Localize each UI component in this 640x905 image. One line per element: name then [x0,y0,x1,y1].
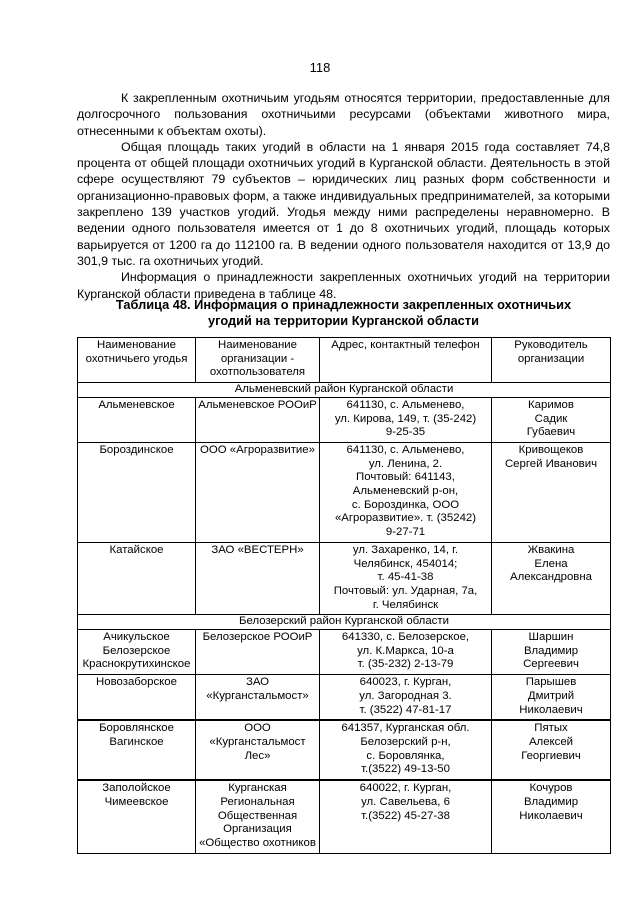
org-cell [196,780,320,853]
org-line: Курганская [228,782,287,795]
region-belozersky: Белозерский район Курганской области [78,615,611,630]
address-line: 640022, г. Курган, [359,782,452,795]
ground-line: Заполойское [102,782,171,795]
ground-cell: Новозаборское [78,675,196,721]
address-line: Почтовый: ул. Ударная, 7а, [333,584,478,597]
address-line: 641130, с. Альменево, [346,398,465,411]
table-row [78,630,611,675]
address-line: ул. Ленина, 2. [368,457,443,470]
address-cell [320,780,492,853]
header-address: Адрес, контактный телефон [320,338,492,383]
head-line: Губаевич [526,426,576,439]
address-line: ул. Загородная 3. [359,689,452,702]
ground-cell [78,720,196,780]
org-line: Общественная [217,809,298,822]
org-cell [196,720,320,780]
head-line: Кривощеков [518,443,584,456]
head-line: Алексей [528,735,574,748]
address-line: Почтовый: 641143, [356,471,455,484]
head-cell [492,442,611,542]
address-line: 640023, г. Курган, [359,676,452,689]
head-line: Владимир [523,795,579,808]
address-line: т. 45-41-38 [377,571,434,584]
ground-line: Вагинское [109,735,164,748]
head-cell [492,542,611,615]
head-line: Каримов [528,398,574,411]
address-line: Альменевский р-он, [352,485,459,498]
head-line: Сергеевич [523,658,579,671]
address-line: т.(3522) 45-27-38 [361,809,450,822]
table-row [78,442,611,542]
address-line: т.(3522) 49-13-50 [361,763,450,776]
org-line: Организация [223,823,292,836]
address-cell [320,630,492,675]
address-line: с. Бороздинка, ООО [351,498,460,511]
org-line: ЗАО [245,676,270,689]
table-caption [77,297,610,329]
table-row [78,720,611,780]
address-line: 641357, Курганская обл. [341,722,470,735]
head-line: Николаевич [519,703,583,716]
head-line: Владимир [523,644,579,657]
paragraph-3: Информация о принадлежности закрепленных охотничьих угодий на территории Курганской области приведена в таблице 48. [77,270,610,301]
address-line: 641130, с. Альменево, [346,443,465,456]
head-line: Елена [534,557,568,570]
address-cell [320,675,492,721]
table-row [78,675,611,721]
paragraph-2: Общая площадь таких угодий в области на 1 января 2015 года составляет 74,8 процента от общей площади охотничьих угодий в Курганской области. Деятельность в этой сфере осуществляют 79 субъектов – юридических лиц разных форм собственности и организационно-правовых форм, а также индивидуальных предпринимателей, за которыми закреплено 139 участков угодий. Угодья между ними распределены неравномерно. В ведении одного пользователя имеется от 1 до 8 охотничьих угодий, площадь которых варьируется от 1200 га до 112100 га. В ведении одного пользователя находится от 13,9 до 301,9 тыс. га охотничьих угодий. [77,139,610,268]
org-line: Региональная [220,795,295,808]
ground-line: Белозерское [102,644,171,657]
address-line: ул. Савельева, 6 [361,795,450,808]
table-caption-line: угодий на территории Курганской области [208,313,479,328]
ground-cell [78,780,196,853]
address-line: т. (35-232) 2-13-79 [357,658,454,671]
head-cell [492,780,611,853]
address-line: 641330, с. Белозерское, [341,631,470,644]
head-line: Георгиевич [521,749,581,762]
address-line: ул. К.Маркса, 10-а [357,644,454,657]
head-line: Кочуров [529,782,573,795]
table-caption-line: Таблица 48. Информация о принадлежности закрепленных охотничьих [115,297,572,312]
header-ground: Наименование охотничьего угодья [78,338,196,383]
ground-line: Чимеевское [104,795,169,808]
address-line: Белозерский р-н, [360,735,451,748]
head-line: Пятых [534,722,568,735]
address-line: Челябинск, 454014; [353,557,458,570]
head-line: Парышев [525,676,577,689]
page-number: 118 [309,60,331,75]
org-line: «Общество охотников [199,836,316,849]
address-line: 9-25-35 [385,426,426,439]
region-almenevsky: Альменевский район Курганской области [78,383,611,398]
org-line: «Курганстальмост» [206,689,309,702]
address-cell [320,442,492,542]
org-cell [196,675,320,721]
table-row [78,542,611,615]
ground-cell: Катайское [78,542,196,615]
head-cell [492,397,611,442]
head-line: Николаевич [519,809,583,822]
address-line: 9-27-71 [385,526,426,539]
address-line: ул. Захаренко, 14, г. [352,543,459,556]
address-line: г. Челябинск [372,598,439,611]
ground-line: Боровлянское [99,722,174,735]
region-row [78,615,611,630]
ground-cell: Бороздинское [78,442,196,542]
org-cell: Белозерское РООиР [196,630,320,675]
head-line: Садик [534,412,568,425]
ground-cell [78,630,196,675]
body-text [77,90,610,302]
address-line: «Агроразвитие». т. (35242) [334,512,477,525]
head-cell [492,630,611,675]
head-cell [492,720,611,780]
ground-cell: Альменевское [78,397,196,442]
org-cell: Альменевское РООиР [196,397,320,442]
address-line: ул. Кирова, 149, т. (35-242) [334,412,477,425]
org-line: «Курганстальмост [209,735,306,748]
head-line: Шаршин [528,631,574,644]
region-row [78,383,611,398]
head-line: Дмитрий [527,689,575,702]
address-line: с. Боровлянка, [366,749,445,762]
header-org: Наименование организации - охотпользователя [196,338,320,383]
org-line: Лес» [244,749,271,762]
ground-line: Ачикульское [103,631,170,644]
address-line: т. (3522) 47-81-17 [359,703,452,716]
paragraph-1: К закрепленным охотничьим угодьям относятся территории, предоставленные для долгосрочного пользования охотничьими ресурсами (объектами животного мира, отнесенными к объектам охоты). [77,91,610,138]
org-line: ООО [244,722,271,735]
address-cell [320,542,492,615]
table-header-row [78,338,611,383]
table-row [78,397,611,442]
address-cell [320,720,492,780]
header-head: Руководитель организации [492,338,611,383]
ground-line: Краснокрутихинское [82,658,191,671]
address-cell [320,397,492,442]
table-row [78,780,611,853]
head-line: Александровна [509,571,592,584]
head-line: Жвакина [527,543,575,556]
org-cell: ООО «Агроразвитие» [196,442,320,542]
head-line: Сергей Иванович [504,457,598,470]
org-cell: ЗАО «ВЕСТЕРН» [196,542,320,615]
hunting-grounds-table [77,337,611,854]
head-cell [492,675,611,721]
